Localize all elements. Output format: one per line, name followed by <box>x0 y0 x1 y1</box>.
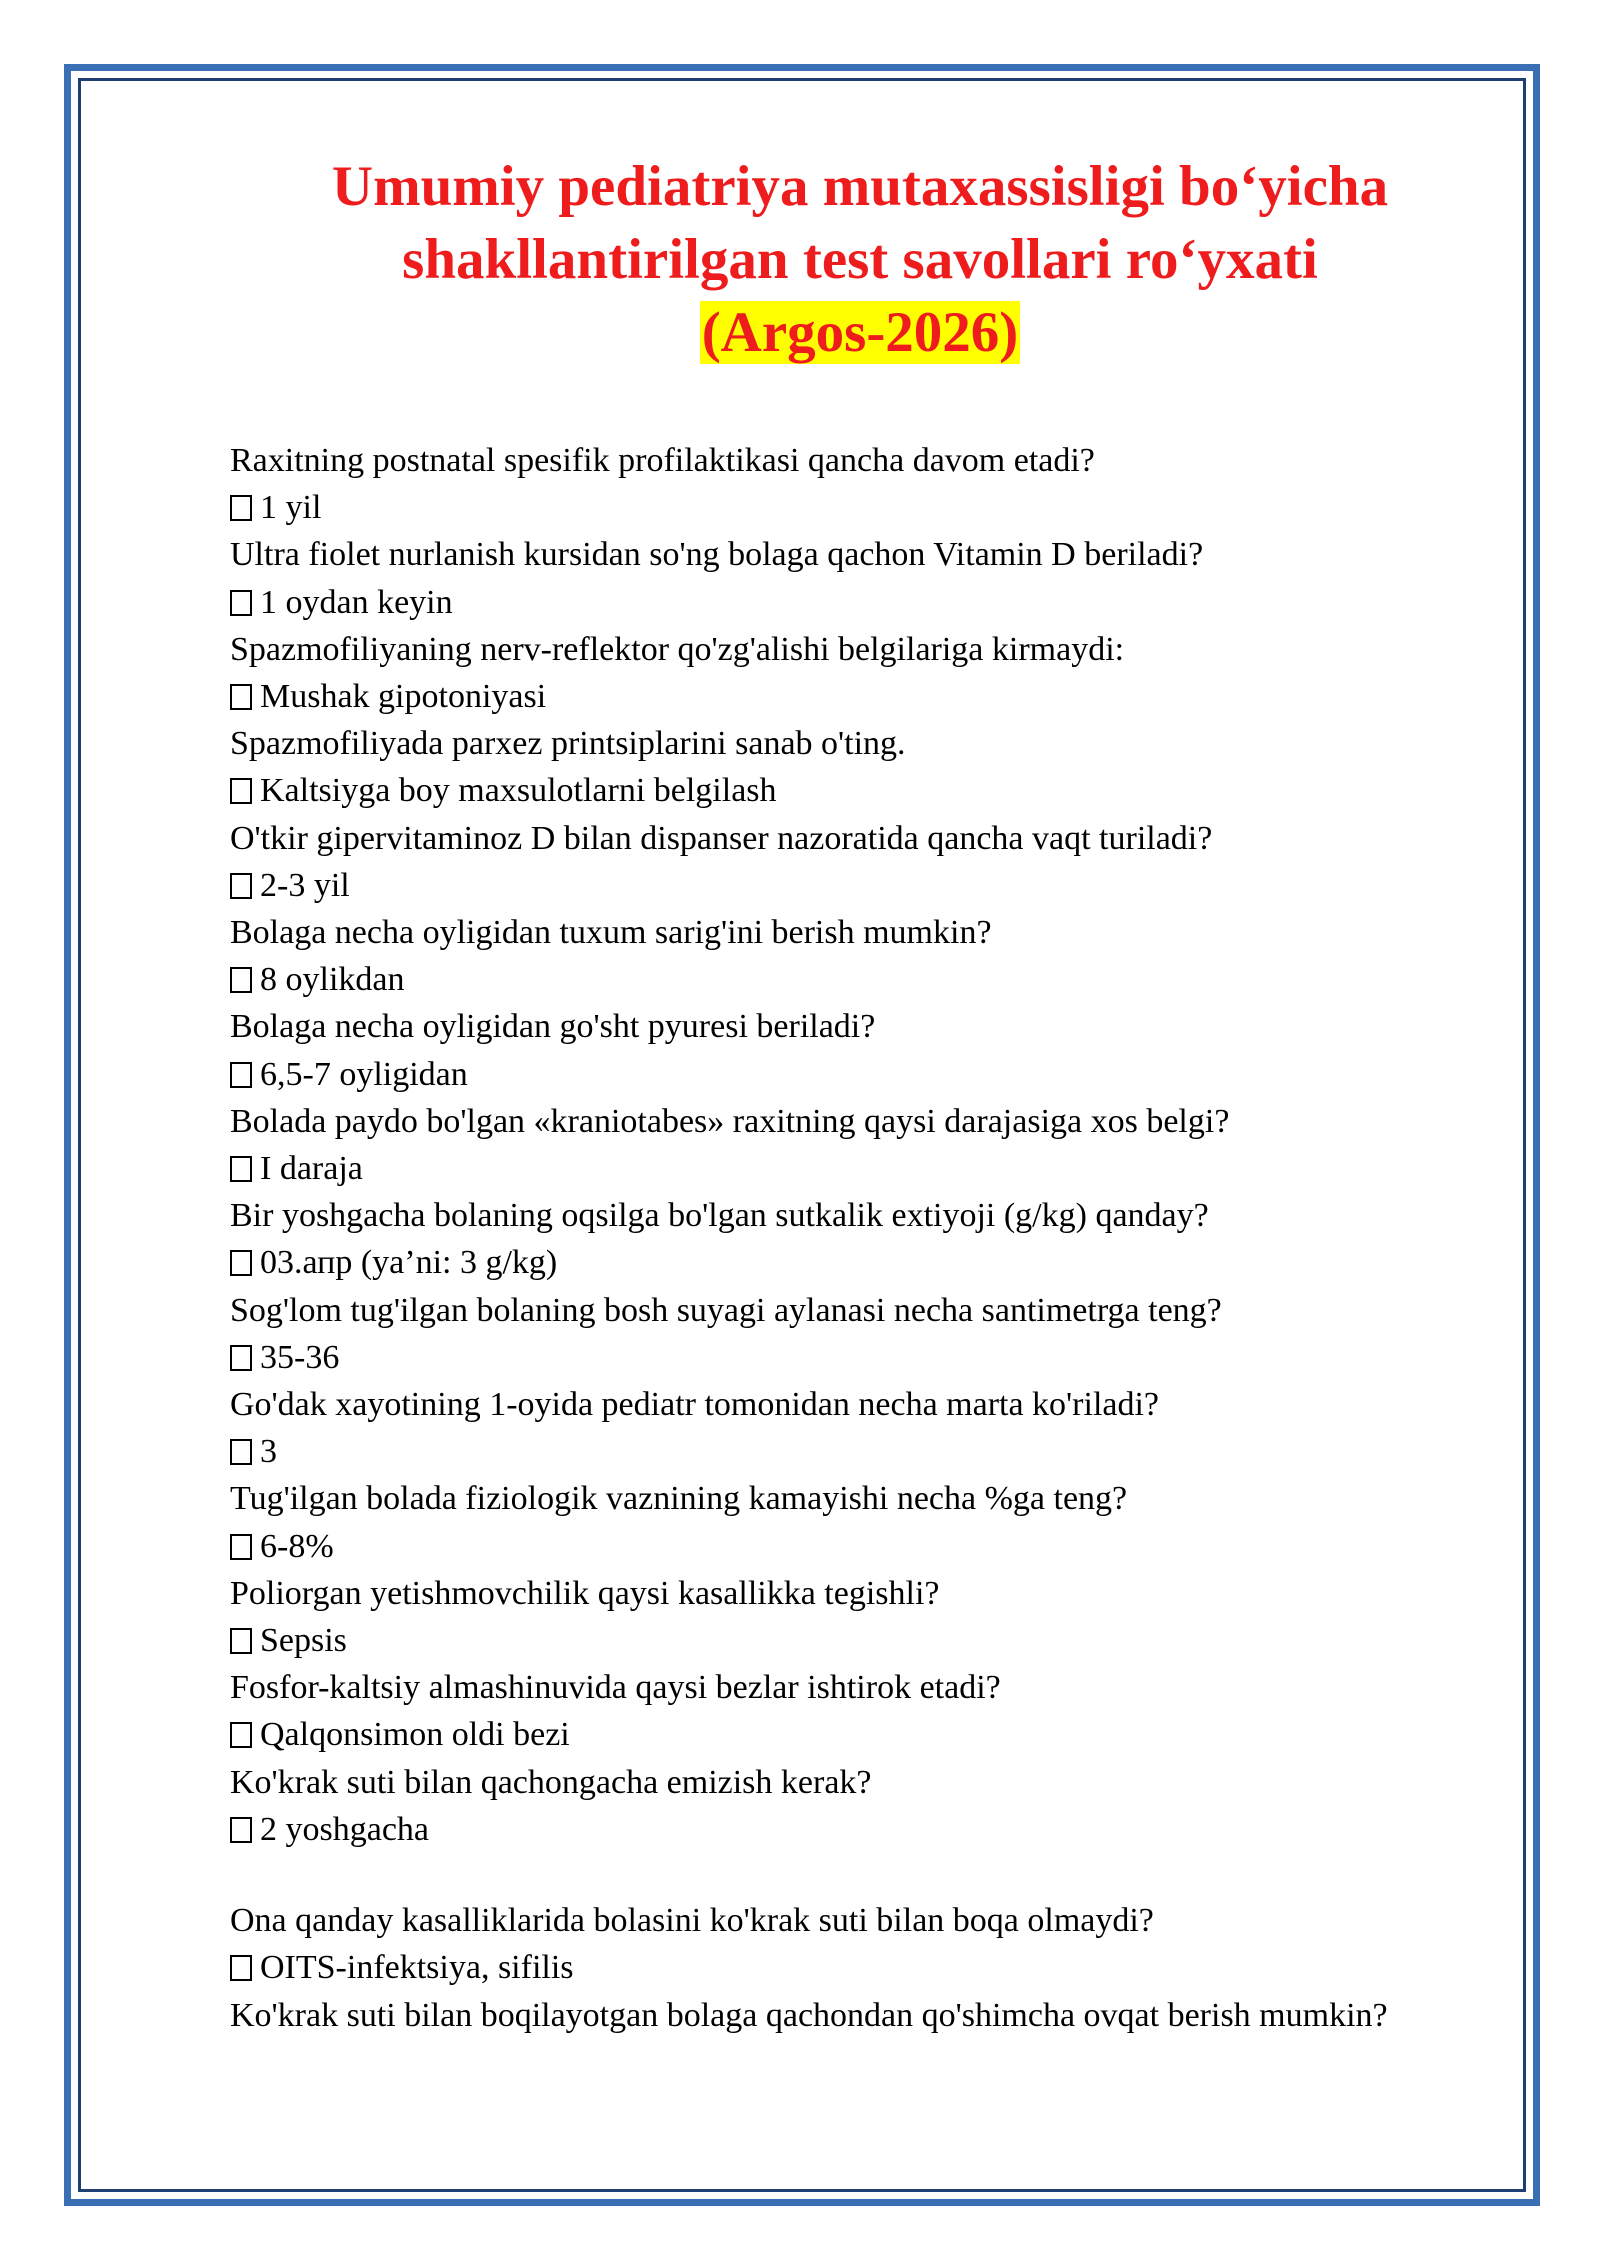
qa-item <box>230 720 1430 814</box>
answer-line <box>230 1428 1430 1475</box>
answer-text: 8 oylikdan <box>260 961 405 999</box>
question-text: Poliorgan yetishmovchilik qaysi kasallikka tegishli? <box>230 1574 940 1612</box>
answer-marker-icon <box>230 1062 252 1088</box>
question-text: Spazmofiliyaning nerv-reflektor qo'zg'alishi belgilariga kirmaydi: <box>230 630 1125 668</box>
question-text: Sog'lom tug'ilgan bolaning bosh suyagi aylanasi necha santimetrga teng? <box>230 1291 1222 1329</box>
answer-marker-icon <box>230 1250 252 1276</box>
answer-text: 1 oydan keyin <box>260 583 453 621</box>
answer-line <box>230 1944 1430 1991</box>
qa-item <box>230 1992 1430 2039</box>
qa-item <box>230 1759 1430 1853</box>
answer-text: 03.апр (ya’ni: 3 g/kg) <box>260 1244 558 1282</box>
answer-marker-icon <box>230 967 252 993</box>
answer-text: Qalqonsimon oldi bezi <box>260 1716 570 1754</box>
qa-item <box>230 909 1430 1003</box>
question-text: Bolaga necha oyligidan go'sht pyuresi beriladi? <box>230 1008 876 1046</box>
document-title <box>140 150 1580 369</box>
question-text: Ko'krak suti bilan boqilayotgan bolaga qachondan qo'shimcha ovqat berish mumkin? <box>230 1996 1388 2034</box>
question-text: Go'dak xayotining 1-oyida pediatr tomonidan necha marta ko'riladi? <box>230 1386 1160 1424</box>
answer-line <box>230 1806 1430 1853</box>
answer-marker-icon <box>230 1628 252 1654</box>
qa-item <box>230 1098 1430 1192</box>
qa-item <box>230 1475 1430 1569</box>
qa-item <box>230 531 1430 625</box>
question-text: Bolaga necha oyligidan tuxum sarig'ini berish mumkin? <box>230 914 992 952</box>
qa-item <box>230 1003 1430 1097</box>
answer-line <box>230 1711 1430 1758</box>
question-text: Ko'krak suti bilan qachongacha emizish kerak? <box>230 1763 872 1801</box>
qa-item <box>230 1192 1430 1286</box>
question-list <box>230 437 1430 2039</box>
answer-line <box>230 767 1430 814</box>
answer-marker-icon <box>230 1439 252 1465</box>
answer-text: 35-36 <box>260 1338 340 1376</box>
answer-text: Sepsis <box>260 1622 347 1660</box>
qa-item <box>230 815 1430 909</box>
answer-marker-icon <box>230 1722 252 1748</box>
answer-line <box>230 1051 1430 1098</box>
question-text: Raxitning postnatal spesifik profilaktikasi qancha davom etadi? <box>230 442 1095 479</box>
question-text: Bolada paydo bo'lgan «kraniotabes» raxitning qaysi darajasiga xos belgi? <box>230 1102 1230 1140</box>
question-text: O'tkir gipervitaminoz D bilan dispanser nazoratida qancha vaqt turiladi? <box>230 819 1213 857</box>
question-text: Fosfor-kaltsiy almashinuvida qaysi bezlar ishtirok etadi? <box>230 1669 1001 1707</box>
answer-line <box>230 1334 1430 1381</box>
answer-marker-icon <box>230 778 252 804</box>
answer-marker-icon <box>230 1156 252 1182</box>
question-text: Spazmofiliyada parxez printsiplarini sanab o'ting. <box>230 725 906 763</box>
answer-text: Mushak gipotoniyasi <box>260 678 547 716</box>
answer-text: I daraja <box>260 1150 363 1188</box>
answer-marker-icon <box>230 1955 252 1981</box>
answer-line <box>230 1523 1430 1570</box>
question-text: Ona qanday kasalliklarida bolasini ko'krak suti bilan boqa olmaydi? <box>230 1902 1154 1940</box>
answer-text: 1 yil <box>260 489 322 527</box>
answer-marker-icon <box>230 1817 252 1843</box>
answer-marker-icon <box>230 1534 252 1560</box>
answer-line <box>230 673 1430 720</box>
answer-text: 2 yoshgacha <box>260 1810 430 1848</box>
answer-line <box>230 579 1430 626</box>
answer-line <box>230 484 1430 531</box>
qa-item <box>230 1897 1430 1991</box>
title-year-highlight: (Argos-2026) <box>701 301 1019 364</box>
answer-marker-icon <box>230 495 252 521</box>
title-line-3 <box>140 296 1580 369</box>
answer-marker-icon <box>230 873 252 899</box>
answer-line <box>230 862 1430 909</box>
answer-text: Kaltsiyga boy maxsulotlarni belgilash <box>260 772 777 810</box>
answer-text: 6,5-7 oyligidan <box>260 1055 468 1093</box>
answer-text: 3 <box>260 1433 277 1471</box>
question-text: Bir yoshgacha bolaning oqsilga bo'lgan sutkalik extiyoji (g/kg) qanday? <box>230 1197 1209 1235</box>
qa-item <box>230 1664 1430 1758</box>
answer-text: 6-8% <box>260 1527 334 1565</box>
qa-item <box>230 437 1430 531</box>
title-line-2: shakllantirilgan test savollari ro‘yxati <box>402 228 1318 291</box>
qa-item <box>230 1570 1430 1664</box>
answer-text: 2-3 yil <box>260 866 350 904</box>
qa-item <box>230 1287 1430 1381</box>
qa-item <box>230 1381 1430 1475</box>
answer-text: OITS-infektsiya, sifilis <box>260 1949 574 1987</box>
answer-marker-icon <box>230 1345 252 1371</box>
answer-line <box>230 956 1430 1003</box>
answer-marker-icon <box>230 684 252 710</box>
qa-item <box>230 626 1430 720</box>
question-text: Ultra fiolet nurlanish kursidan so'ng bolaga qachon Vitamin D beriladi? <box>230 536 1204 574</box>
answer-marker-icon <box>230 590 252 616</box>
question-text: Tug'ilgan bolada fiziologik vaznining kamayishi necha %ga teng? <box>230 1480 1128 1518</box>
answer-line <box>230 1617 1430 1664</box>
answer-line <box>230 1239 1430 1286</box>
title-line-1: Umumiy pediatriya mutaxassisligi bo‘yicha <box>331 155 1389 218</box>
answer-line <box>230 1145 1430 1192</box>
